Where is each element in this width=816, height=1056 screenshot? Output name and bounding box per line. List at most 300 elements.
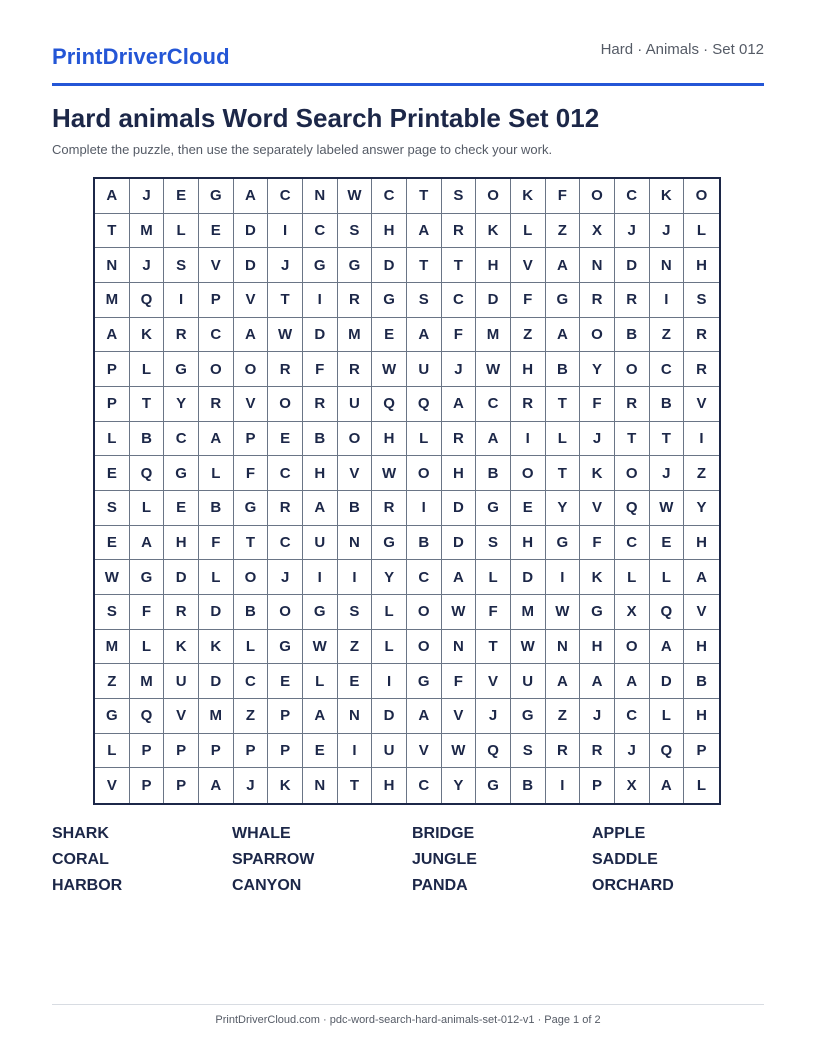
grid-cell: S (338, 214, 373, 249)
grid-cell: B (338, 491, 373, 526)
grid-cell: K (199, 630, 234, 665)
grid-cell: A (684, 560, 719, 595)
grid-cell: O (234, 560, 269, 595)
word-search-grid (93, 177, 721, 805)
grid-cell: O (580, 179, 615, 214)
grid-cell: U (372, 734, 407, 769)
grid-cell: W (546, 595, 581, 630)
grid-cell: S (95, 595, 130, 630)
grid-cell: R (164, 318, 199, 353)
word-list-item: SPARROW (232, 851, 315, 868)
grid-cell: L (95, 422, 130, 457)
grid-cell: P (234, 422, 269, 457)
grid-cell: E (164, 179, 199, 214)
grid-cell: V (684, 387, 719, 422)
grid-cell: A (199, 422, 234, 457)
grid-cell: V (234, 387, 269, 422)
grid-cell: W (95, 560, 130, 595)
grid-cell: O (511, 456, 546, 491)
grid-cell: V (476, 664, 511, 699)
grid-cell: S (684, 283, 719, 318)
grid-cell: R (199, 387, 234, 422)
grid-cell: S (164, 248, 199, 283)
grid-cell: G (130, 560, 165, 595)
grid-cell: W (442, 595, 477, 630)
page-footer: PrintDriverCloud.com · pdc-word-search-hard-animals-set-012-v1 · Page 1 of 2 (215, 1014, 601, 1026)
grid-cell: N (303, 768, 338, 803)
grid-cell: F (199, 526, 234, 561)
grid-cell: L (511, 214, 546, 249)
grid-cell: R (580, 734, 615, 769)
grid-cell: E (95, 456, 130, 491)
grid-cell: E (338, 664, 373, 699)
grid-cell: W (511, 630, 546, 665)
grid-cell: B (511, 768, 546, 803)
grid-cell: H (580, 630, 615, 665)
grid-cell: M (511, 595, 546, 630)
word-list (52, 825, 764, 903)
grid-cell: C (164, 422, 199, 457)
grid-cell: E (268, 664, 303, 699)
grid-cell: W (442, 734, 477, 769)
grid-cell: H (684, 526, 719, 561)
grid-cell: O (234, 352, 269, 387)
grid-cell: R (303, 387, 338, 422)
grid-cell: E (303, 734, 338, 769)
grid-cell: O (580, 318, 615, 353)
grid-cell: P (130, 768, 165, 803)
grid-cell: L (372, 595, 407, 630)
grid-cell: A (442, 387, 477, 422)
grid-cell: T (546, 387, 581, 422)
grid-cell: A (546, 664, 581, 699)
grid-cell: F (303, 352, 338, 387)
grid-cell: L (130, 491, 165, 526)
grid-cell: A (199, 768, 234, 803)
grid-cell: Y (546, 491, 581, 526)
grid-cell: G (164, 456, 199, 491)
word-list-item: CANYON (232, 877, 302, 894)
grid-cell: I (338, 734, 373, 769)
grid-cell: O (407, 595, 442, 630)
grid-cell: Q (615, 491, 650, 526)
grid-cell: R (268, 352, 303, 387)
grid-cell: M (95, 630, 130, 665)
grid-cell: Z (546, 699, 581, 734)
grid-cell: R (684, 318, 719, 353)
grid-cell: T (95, 214, 130, 249)
grid-cell: B (615, 318, 650, 353)
grid-cell: J (268, 248, 303, 283)
grid-cell: L (546, 422, 581, 457)
grid-cell: H (476, 248, 511, 283)
grid-cell: Y (164, 387, 199, 422)
grid-cell: J (650, 456, 685, 491)
grid-cell: A (95, 179, 130, 214)
grid-cell: G (511, 699, 546, 734)
grid-cell: N (546, 630, 581, 665)
grid-cell: C (268, 179, 303, 214)
grid-cell: W (650, 491, 685, 526)
grid-cell: B (199, 491, 234, 526)
grid-cell: G (338, 248, 373, 283)
grid-cell: J (650, 214, 685, 249)
word-list-item: HARBOR (52, 877, 123, 894)
grid-cell: H (511, 352, 546, 387)
grid-cell: P (199, 283, 234, 318)
grid-cell: L (234, 630, 269, 665)
grid-cell: G (164, 352, 199, 387)
grid-cell: D (199, 595, 234, 630)
grid-cell: C (407, 560, 442, 595)
grid-cell: H (684, 699, 719, 734)
word-list-item: JUNGLE (412, 851, 477, 868)
grid-cell: F (442, 318, 477, 353)
grid-cell: I (407, 491, 442, 526)
grid-cell: L (696, 776, 707, 794)
grid-cell: J (476, 699, 511, 734)
grid-cell: K (164, 630, 199, 665)
grid-cell: W (372, 352, 407, 387)
grid-cell: S (442, 179, 477, 214)
grid-cell: C (303, 214, 338, 249)
grid-cell: V (338, 456, 373, 491)
grid-cell: M (476, 318, 511, 353)
grid-cell: P (164, 768, 199, 803)
grid-cell: D (303, 318, 338, 353)
grid-cell: C (476, 387, 511, 422)
grid-cell: I (546, 768, 581, 803)
grid-cell: M (338, 318, 373, 353)
grid-cell: N (442, 630, 477, 665)
grid-cell: O (684, 179, 719, 214)
grid-cell: U (407, 352, 442, 387)
grid-cell: I (684, 422, 719, 457)
grid-cell: N (580, 248, 615, 283)
grid-cell: W (303, 630, 338, 665)
grid-cell: K (268, 768, 303, 803)
grid-cell: G (372, 526, 407, 561)
grid-cell: K (580, 456, 615, 491)
grid-cell: N (338, 699, 373, 734)
grid-cell: B (476, 456, 511, 491)
page-header (52, 30, 764, 86)
grid-cell: A (407, 699, 442, 734)
grid-cell: Y (372, 560, 407, 595)
grid-cell: I (650, 283, 685, 318)
grid-cell: K (511, 179, 546, 214)
grid-cell: G (407, 664, 442, 699)
grid-cell: Q (372, 387, 407, 422)
breadcrumb: Hard · Animals · Set 012 (600, 41, 764, 58)
grid-cell: O (268, 387, 303, 422)
word-list-item: ORCHARD (592, 877, 674, 894)
grid-cell: G (546, 283, 581, 318)
grid-cell: P (580, 768, 615, 803)
grid-cell: Z (684, 456, 719, 491)
grid-cell: M (130, 214, 165, 249)
grid-cell: I (372, 664, 407, 699)
grid-cell: T (130, 387, 165, 422)
grid-cell: P (130, 734, 165, 769)
grid-cell: R (372, 491, 407, 526)
grid-cell: L (199, 560, 234, 595)
grid-cell: W (338, 179, 373, 214)
grid-cell: A (407, 214, 442, 249)
grid-cell: R (546, 734, 581, 769)
grid-cell: D (442, 491, 477, 526)
grid-cell: E (95, 526, 130, 561)
grid-cell: H (372, 768, 407, 803)
grid-cell: D (199, 664, 234, 699)
grid-cell: Q (650, 734, 685, 769)
grid-cell: H (164, 526, 199, 561)
grid-cell: G (268, 630, 303, 665)
grid-cell: V (511, 248, 546, 283)
word-list-item: CORAL (52, 851, 109, 868)
grid-cell: T (407, 248, 442, 283)
grid-cell: D (650, 664, 685, 699)
grid-cell: N (650, 248, 685, 283)
grid-cell: W (372, 456, 407, 491)
grid-cell: F (130, 595, 165, 630)
grid-cell: C (234, 664, 269, 699)
grid-cell: D (372, 699, 407, 734)
grid-cell: L (650, 560, 685, 595)
grid-cell: R (338, 352, 373, 387)
grid-cell: L (95, 734, 130, 769)
grid-cell: L (199, 456, 234, 491)
grid-cell: Z (338, 630, 373, 665)
grid-cell: X (615, 595, 650, 630)
word-list-item: SADDLE (592, 851, 658, 868)
grid-cell: R (615, 387, 650, 422)
grid-cell: R (442, 214, 477, 249)
word-list-item: SHARK (52, 825, 109, 842)
brand-logo[interactable]: PrintDriverCloud (52, 44, 230, 69)
grid-cell: L (476, 560, 511, 595)
grid-cell: M (95, 283, 130, 318)
word-list-item: BRIDGE (412, 825, 475, 842)
grid-cell: A (650, 630, 685, 665)
grid-cell: H (303, 456, 338, 491)
grid-cell: P (95, 352, 130, 387)
grid-cell: A (580, 664, 615, 699)
grid-cell: O (199, 352, 234, 387)
grid-cell: L (684, 214, 719, 249)
grid-cell: K (580, 560, 615, 595)
grid-cell: C (442, 283, 477, 318)
grid-cell: L (650, 699, 685, 734)
grid-cell: J (130, 179, 165, 214)
grid-cell: Z (511, 318, 546, 353)
grid-cell: P (234, 734, 269, 769)
grid-cell: T (615, 422, 650, 457)
grid-cell: P (684, 734, 719, 769)
grid-cell: V (684, 595, 719, 630)
grid-cell: K (130, 318, 165, 353)
grid-cell: L (164, 214, 199, 249)
grid-cell: Y (684, 491, 719, 526)
grid-cell: F (234, 456, 269, 491)
grid-cell: C (372, 179, 407, 214)
grid-cell: W (476, 352, 511, 387)
grid-cell: H (511, 526, 546, 561)
grid-cell: F (580, 387, 615, 422)
grid-cell: R (442, 422, 477, 457)
grid-cell: T (338, 768, 373, 803)
grid-cell: E (164, 491, 199, 526)
grid-cell: I (303, 283, 338, 318)
grid-cell: X (615, 768, 650, 803)
grid-cell: S (407, 283, 442, 318)
grid-cell: I (546, 560, 581, 595)
grid-cell: S (476, 526, 511, 561)
grid-cell: J (234, 768, 269, 803)
grid-cell: C (615, 526, 650, 561)
grid-cell: G (303, 248, 338, 283)
grid-cell: E (268, 422, 303, 457)
grid-cell: U (511, 664, 546, 699)
grid-cell: P (164, 734, 199, 769)
grid-cell: J (615, 214, 650, 249)
grid-cell: L (615, 560, 650, 595)
grid-cell: R (684, 352, 719, 387)
grid-cell: Q (130, 283, 165, 318)
grid-cell: O (615, 456, 650, 491)
grid-cell: L (407, 422, 442, 457)
grid-cell: B (650, 387, 685, 422)
grid-cell: C (268, 456, 303, 491)
grid-cell: Y (442, 768, 477, 803)
grid-cell: G (303, 595, 338, 630)
grid-cell: F (476, 595, 511, 630)
grid-cell: T (476, 630, 511, 665)
grid-cell: R (511, 387, 546, 422)
grid-cell: O (615, 630, 650, 665)
grid-cell: Q (130, 699, 165, 734)
grid-cell: R (164, 595, 199, 630)
grid-cell: G (95, 699, 130, 734)
grid-cell: T (442, 248, 477, 283)
grid-cell: N (303, 179, 338, 214)
grid-cell: L (372, 630, 407, 665)
grid-cell: L (130, 630, 165, 665)
grid-cell: J (130, 248, 165, 283)
grid-cell: F (546, 179, 581, 214)
grid-cell: A (303, 491, 338, 526)
grid-cell: U (303, 526, 338, 561)
grid-cell: C (268, 526, 303, 561)
word-list-item: PANDA (412, 877, 468, 894)
grid-cell: Y (580, 352, 615, 387)
grid-cell: T (650, 422, 685, 457)
grid-cell: I (511, 422, 546, 457)
grid-cell: F (442, 664, 477, 699)
grid-cell: G (199, 179, 234, 214)
grid-cell: P (95, 387, 130, 422)
grid-cell: H (372, 422, 407, 457)
grid-cell: R (580, 283, 615, 318)
grid-cell: T (407, 179, 442, 214)
grid-cell: H (442, 456, 477, 491)
grid-cell: Z (650, 318, 685, 353)
grid-cell: A (95, 318, 130, 353)
grid-cell: D (372, 248, 407, 283)
grid-cell: D (511, 560, 546, 595)
grid-cell: V (234, 283, 269, 318)
grid-cell: T (234, 526, 269, 561)
grid-cell: O (338, 422, 373, 457)
grid-cell: P (268, 734, 303, 769)
grid-cell: W (268, 318, 303, 353)
grid-cell: B (407, 526, 442, 561)
grid-cell: J (615, 734, 650, 769)
grid-cell: I (164, 283, 199, 318)
grid-cell: A (650, 768, 685, 803)
grid-cell: A (546, 248, 581, 283)
grid-cell: D (234, 248, 269, 283)
grid-cell: K (476, 214, 511, 249)
grid-cell: J (580, 699, 615, 734)
grid-cell: P (199, 734, 234, 769)
grid-cell: R (338, 283, 373, 318)
grid-cell: D (476, 283, 511, 318)
grid-cell: I (338, 560, 373, 595)
grid-cell: D (615, 248, 650, 283)
grid-cell: X (580, 214, 615, 249)
grid-cell: E (650, 526, 685, 561)
grid-cell: B (234, 595, 269, 630)
grid-cell: A (615, 664, 650, 699)
grid-cell: U (338, 387, 373, 422)
grid-cell: V (442, 699, 477, 734)
grid-cell: V (199, 248, 234, 283)
grid-cell: H (684, 630, 719, 665)
footer-divider (52, 1004, 764, 1005)
grid-cell: S (338, 595, 373, 630)
grid-cell: Q (130, 456, 165, 491)
grid-cell: S (95, 491, 130, 526)
grid-cell: Z (546, 214, 581, 249)
grid-cell: F (511, 283, 546, 318)
grid-cell: E (511, 491, 546, 526)
grid-cell: G (580, 595, 615, 630)
word-list-item: APPLE (592, 825, 646, 842)
grid-cell: B (684, 664, 719, 699)
grid-cell: O (615, 352, 650, 387)
grid-cell: Q (650, 595, 685, 630)
grid-cell: I (268, 214, 303, 249)
grid-cell: C (650, 352, 685, 387)
grid-cell: D (234, 214, 269, 249)
grid-cell: B (303, 422, 338, 457)
page-subtitle: Complete the puzzle, then use the separately labeled answer page to check your work. (52, 142, 553, 157)
grid-cell: G (476, 491, 511, 526)
grid-cell: A (407, 318, 442, 353)
grid-cell: J (442, 352, 477, 387)
grid-cell: Q (407, 387, 442, 422)
grid-cell: G (234, 491, 269, 526)
grid-cell: B (130, 422, 165, 457)
page-title: Hard animals Word Search Printable Set 012 (52, 103, 600, 133)
grid-cell: D (442, 526, 477, 561)
grid-cell: U (164, 664, 199, 699)
grid-cell: A (234, 179, 269, 214)
grid-cell: A (442, 560, 477, 595)
grid-cell: O (407, 456, 442, 491)
grid-cell: V (95, 768, 130, 803)
